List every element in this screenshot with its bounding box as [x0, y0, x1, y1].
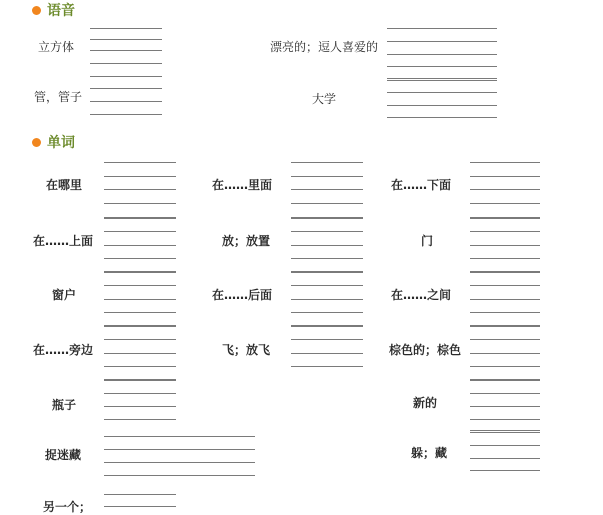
label-brown: 棕色的；棕色 — [389, 343, 462, 357]
label-under: 在……下面 — [391, 178, 452, 192]
label-where: 在哪里 — [46, 178, 83, 192]
label-another: 另一个； — [43, 500, 92, 514]
label-new: 新的 — [413, 396, 438, 410]
label-beside: 在……旁边 — [33, 343, 94, 357]
section-header-vocabulary — [32, 133, 75, 151]
label-window: 窗户 — [52, 288, 77, 302]
writing-lines-where[interactable] — [104, 162, 176, 218]
label-fly: 飞；放飞 — [222, 343, 271, 357]
writing-lines-window[interactable] — [104, 272, 176, 326]
writing-lines-new[interactable] — [470, 380, 540, 430]
label-hide: 躲；藏 — [411, 446, 448, 460]
writing-lines-university[interactable] — [387, 80, 497, 118]
writing-lines-another[interactable] — [104, 494, 176, 514]
label-door: 门 — [421, 234, 434, 248]
writing-lines-behind[interactable] — [291, 272, 363, 326]
label-cube: 立方体 — [38, 40, 75, 54]
bullet-icon — [32, 138, 41, 147]
writing-lines-cube[interactable] — [90, 28, 162, 64]
label-behind: 在……后面 — [212, 288, 273, 302]
label-university: 大学 — [312, 92, 337, 106]
section-header-pronunciation — [32, 1, 75, 19]
writing-lines-tube[interactable] — [90, 76, 162, 116]
writing-lines-brown[interactable] — [470, 326, 540, 380]
writing-lines-beside[interactable] — [104, 326, 176, 380]
writing-lines-put[interactable] — [291, 218, 363, 272]
section-title-vocabulary: 单词 — [47, 135, 75, 151]
writing-lines-hide-and-seek[interactable] — [104, 436, 255, 476]
writing-lines-on[interactable] — [104, 218, 176, 272]
label-between: 在……之间 — [391, 288, 452, 302]
bullet-icon — [32, 6, 41, 15]
section-title-pronunciation: 语音 — [47, 3, 75, 19]
writing-lines-hide[interactable] — [470, 432, 540, 472]
writing-lines-under[interactable] — [470, 162, 540, 218]
label-cute: 漂亮的；逗人喜爱的 — [270, 40, 379, 54]
writing-lines-door[interactable] — [470, 218, 540, 272]
writing-lines-between[interactable] — [470, 272, 540, 326]
writing-lines-cute[interactable] — [387, 28, 497, 78]
label-tube: 管，管子 — [34, 90, 83, 104]
writing-lines-in[interactable] — [291, 162, 363, 218]
label-put: 放；放置 — [222, 234, 271, 248]
writing-lines-bottle[interactable] — [104, 380, 176, 420]
label-in: 在……里面 — [212, 178, 273, 192]
label-bottle: 瓶子 — [52, 398, 77, 412]
writing-lines-fly[interactable] — [291, 326, 363, 366]
label-on: 在……上面 — [33, 234, 94, 248]
label-hide-and-seek: 捉迷藏 — [45, 448, 82, 462]
